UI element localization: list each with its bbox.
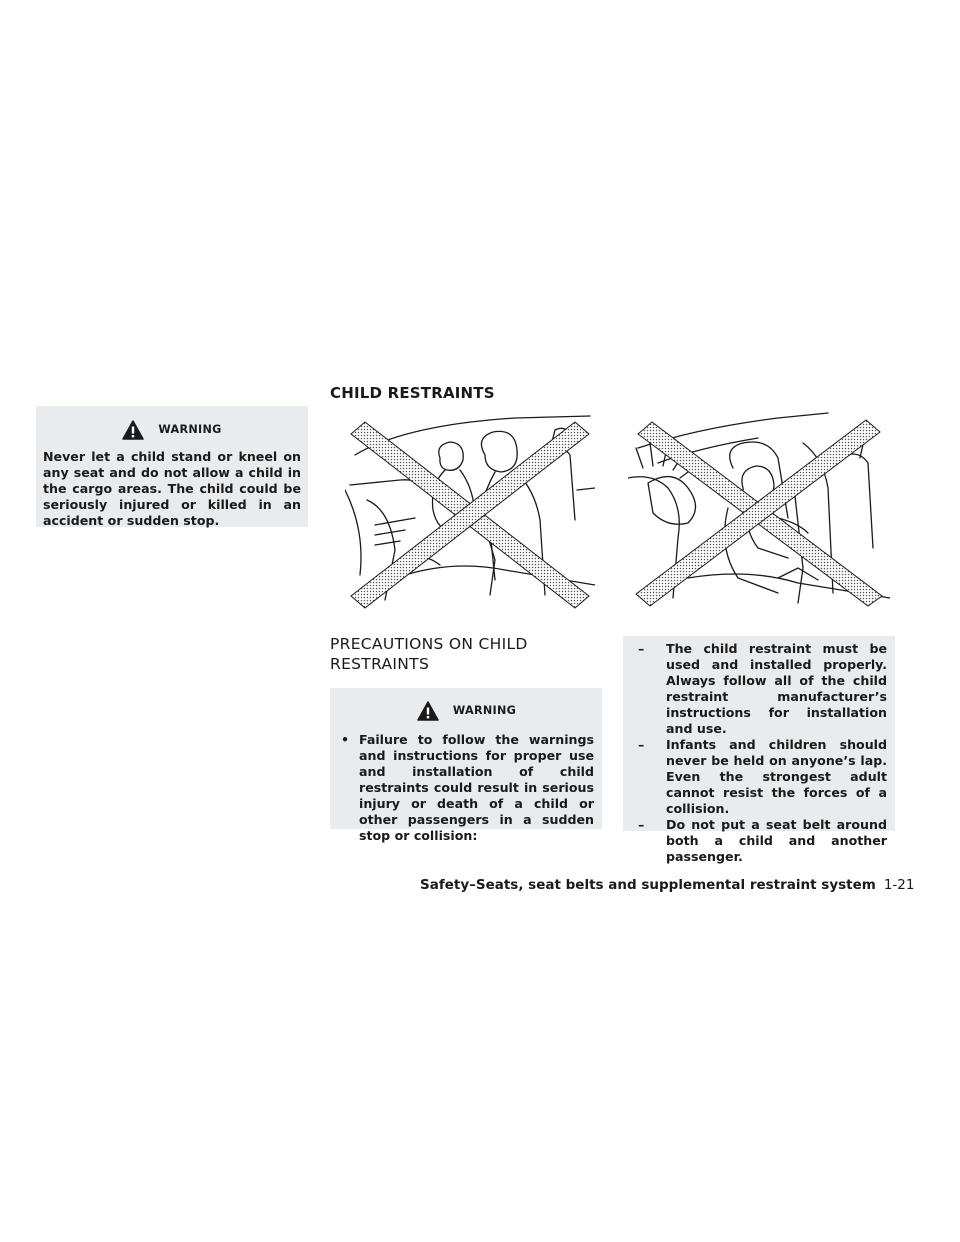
- chapter-title: Safety–Seats, seat belts and supplemental restraint system: [420, 877, 876, 893]
- warning-text: Never let a child stand or kneel on any seat and do not allow a child in the cargo areas. The child could be seriously injured or killed in an accident or sudden stop.: [43, 449, 301, 528]
- warning-heading: WARNING: [158, 423, 222, 436]
- bullet-text: Failure to follow the warnings and instructions for proper use and installation of child restraints could result in serious injury or death of a child or other passengers in a sudden stop or collision:: [359, 732, 594, 843]
- dash-marker: –: [638, 817, 645, 832]
- list-item: [632, 817, 887, 865]
- warning-triangle-icon: [417, 701, 439, 721]
- list-item-text: Do not put a seat belt around both a child and another passenger.: [666, 817, 887, 864]
- list-item-text: The child restraint must be used and installed properly. Always follow all of the child restraint manufacturer’s instructions for installation and use.: [666, 641, 887, 736]
- page-number: 1-21: [883, 877, 915, 893]
- warning-header: [43, 416, 301, 444]
- list-item: [632, 737, 887, 817]
- list-item: [632, 641, 887, 737]
- section-title: CHILD RESTRAINTS: [330, 384, 495, 402]
- dash-marker: –: [638, 737, 645, 752]
- dash-marker: –: [638, 641, 645, 656]
- warning-heading: WARNING: [452, 704, 517, 717]
- bullet-marker: •: [341, 732, 350, 747]
- subsection-title: PRECAUTIONS ON CHILD RESTRAINTS: [330, 635, 528, 673]
- sidebar-warning-box: [36, 406, 308, 527]
- page-footer: [420, 877, 915, 893]
- illustration-child-on-lap: [345, 410, 595, 610]
- main-warning-continuation: [623, 636, 895, 864]
- warning-header: [339, 697, 594, 725]
- warning-triangle-icon: [122, 420, 144, 440]
- illustration-child-airbag: [628, 408, 890, 608]
- main-warning-box: [330, 688, 602, 843]
- list-item-text: Infants and children should never be held on anyone’s lap. Even the strongest adult cannot resist the forces of a collision.: [666, 737, 887, 816]
- warning-bullet: [339, 732, 594, 844]
